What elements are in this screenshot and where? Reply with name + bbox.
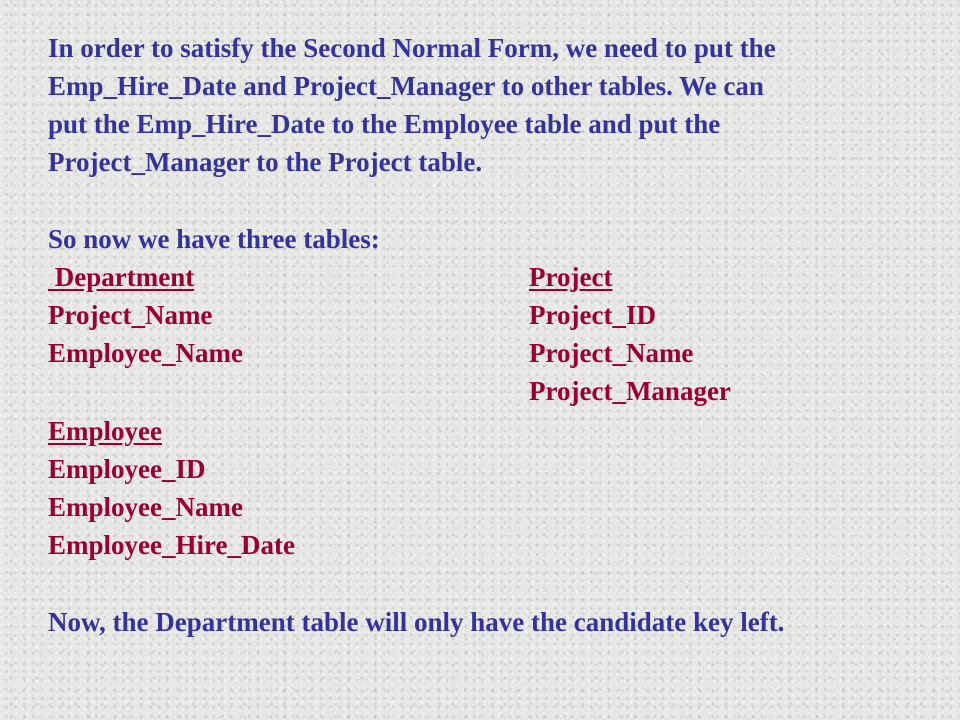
intro-line-4: Project_Manager to the Project table.: [48, 147, 483, 177]
department-table-title: Department: [48, 262, 195, 292]
employee-table-title: Employee: [48, 416, 162, 446]
intro-line-2: Emp_Hire_Date and Project_Manager to other tables. We can: [48, 71, 764, 101]
intro-line-3: put the Emp_Hire_Date to the Employee table and put the: [48, 109, 721, 139]
tables-heading: So now we have three tables:: [48, 224, 380, 254]
department-field-2: Employee_Name: [48, 338, 243, 368]
project-field-2: Project_Name: [529, 338, 694, 368]
department-field-1: Project_Name: [48, 300, 213, 330]
project-table-title: Project: [529, 262, 613, 292]
project-field-1: Project_ID: [529, 300, 656, 330]
intro-line-1: In order to satisfy the Second Normal Form, we need to put the: [48, 33, 776, 63]
employee-field-2: Employee_Name: [48, 492, 243, 522]
project-field-3: Project_Manager: [529, 376, 731, 406]
employee-field-3: Employee_Hire_Date: [48, 530, 295, 560]
employee-field-1: Employee_ID: [48, 454, 206, 484]
conclusion-text: Now, the Department table will only have the candidate key left.: [48, 607, 785, 637]
